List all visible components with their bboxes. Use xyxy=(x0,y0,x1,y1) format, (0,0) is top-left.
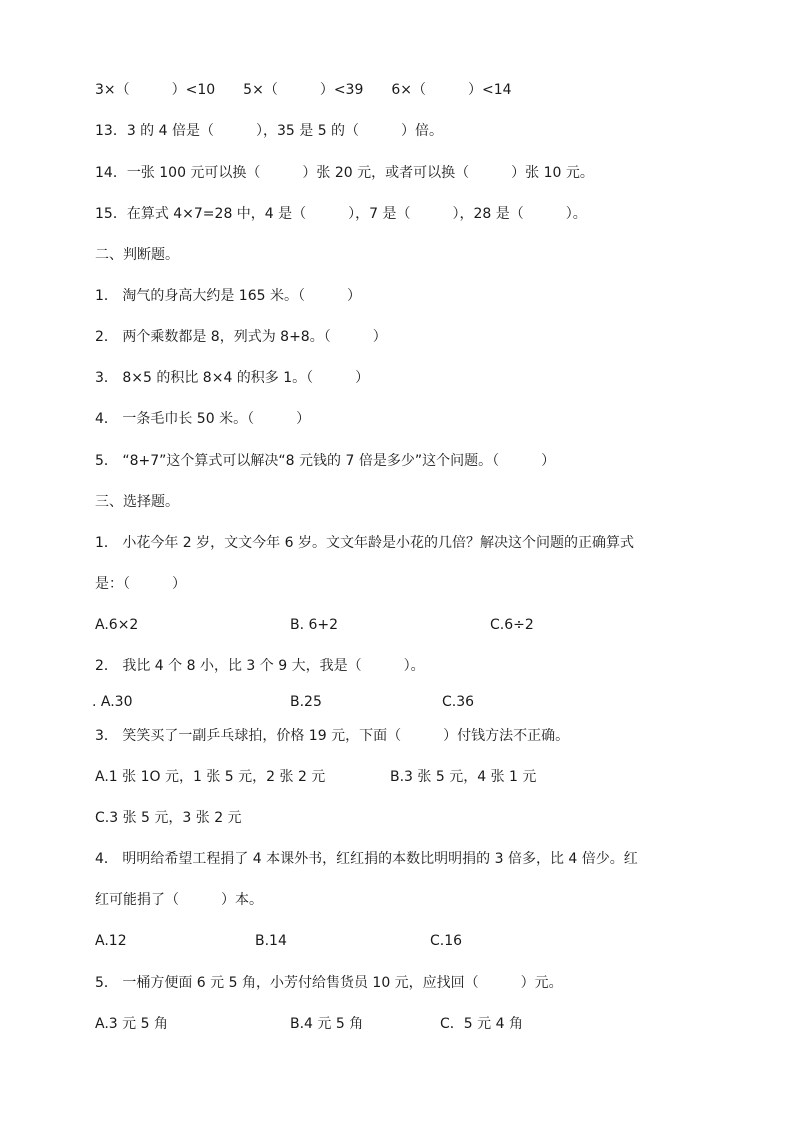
choice-q4-line2: 红可能捐了（ ）本。 xyxy=(95,892,263,908)
judgment-item-3: 3． 8×5 的积比 8×4 的积多 1。（ ） xyxy=(95,370,370,386)
choice-q5-option-a: A.3 元 5 角 xyxy=(95,1016,168,1032)
choice-q4-option-a: A.12 xyxy=(95,933,127,949)
choice-q1-line1: 1． 小花今年 2 岁，文文今年 6 岁。文文年龄是小花的几倍？解决这个问题的正确算式 xyxy=(95,535,634,551)
choice-q1-option-b: B. 6+2 xyxy=(290,617,339,633)
choice-q2-option-a: . A.30 xyxy=(92,694,133,710)
choice-q4-line1: 4． 明明给希望工程捐了 4 本课外书，红红捐的本数比明明捐的 3 倍多，比 4 倍少。红 xyxy=(95,851,638,867)
section-heading-choice: 三、选择题。 xyxy=(95,494,179,510)
choice-q2-option-b: B.25 xyxy=(290,694,322,710)
section-heading-judgment: 二、判断题。 xyxy=(95,247,179,263)
choice-q4-option-c: C.16 xyxy=(430,933,463,949)
choice-q1-line2: 是：（ ） xyxy=(95,576,186,592)
choice-q5-option-b: B.4 元 5 角 xyxy=(290,1016,364,1032)
judgment-item-4: 4． 一条毛巾长 50 米。（ ） xyxy=(95,411,311,427)
choice-q3-option-b: B.3 张 5 元，4 张 1 元 xyxy=(390,769,537,785)
judgment-item-2: 2． 两个乘数都是 8，列式为 8+8。（ ） xyxy=(95,329,387,345)
choice-q1-option-c: C.6÷2 xyxy=(490,617,534,633)
choice-q3-option-c: C.3 张 5 元，3 张 2 元 xyxy=(95,810,242,826)
choice-q1-option-a: A.6×2 xyxy=(95,617,139,633)
choice-q4-option-b: B.14 xyxy=(255,933,287,949)
question-12-line: 3×（ ）<10 5×（ ）<39 6×（ ）<14 xyxy=(95,82,512,98)
judgment-item-5: 5． “8+7”这个算式可以解决“8 元钱的 7 倍是多少”这个问题。（ ） xyxy=(95,453,556,469)
choice-q2: 2． 我比 4 个 8 小，比 3 个 9 大，我是（ ）。 xyxy=(95,658,425,674)
choice-q5: 5． 一桶方便面 6 元 5 角，小芳付给售货员 10 元，应找回（ ）元。 xyxy=(95,975,563,991)
question-15: 15．在算式 4×7=28 中，4 是（ ），7 是（ ），28 是（ ）。 xyxy=(95,206,587,222)
choice-q2-option-c: C.36 xyxy=(442,694,475,710)
question-14: 14．一张 100 元可以换（ ）张 20 元，或者可以换（ ）张 10 元。 xyxy=(95,165,594,181)
choice-q5-option-c: C．5 元 4 角 xyxy=(440,1016,523,1032)
choice-q3-option-a: A.1 张 1O 元，1 张 5 元，2 张 2 元 xyxy=(95,769,326,785)
judgment-item-1: 1． 淘气的身高大约是 165 米。（ ） xyxy=(95,288,361,304)
question-13: 13．3 的 4 倍是（ ），35 是 5 的（ ）倍。 xyxy=(95,123,444,139)
choice-q3: 3． 笑笑买了一副乒乓球拍，价格 19 元，下面（ ）付钱方法不正确。 xyxy=(95,728,570,744)
